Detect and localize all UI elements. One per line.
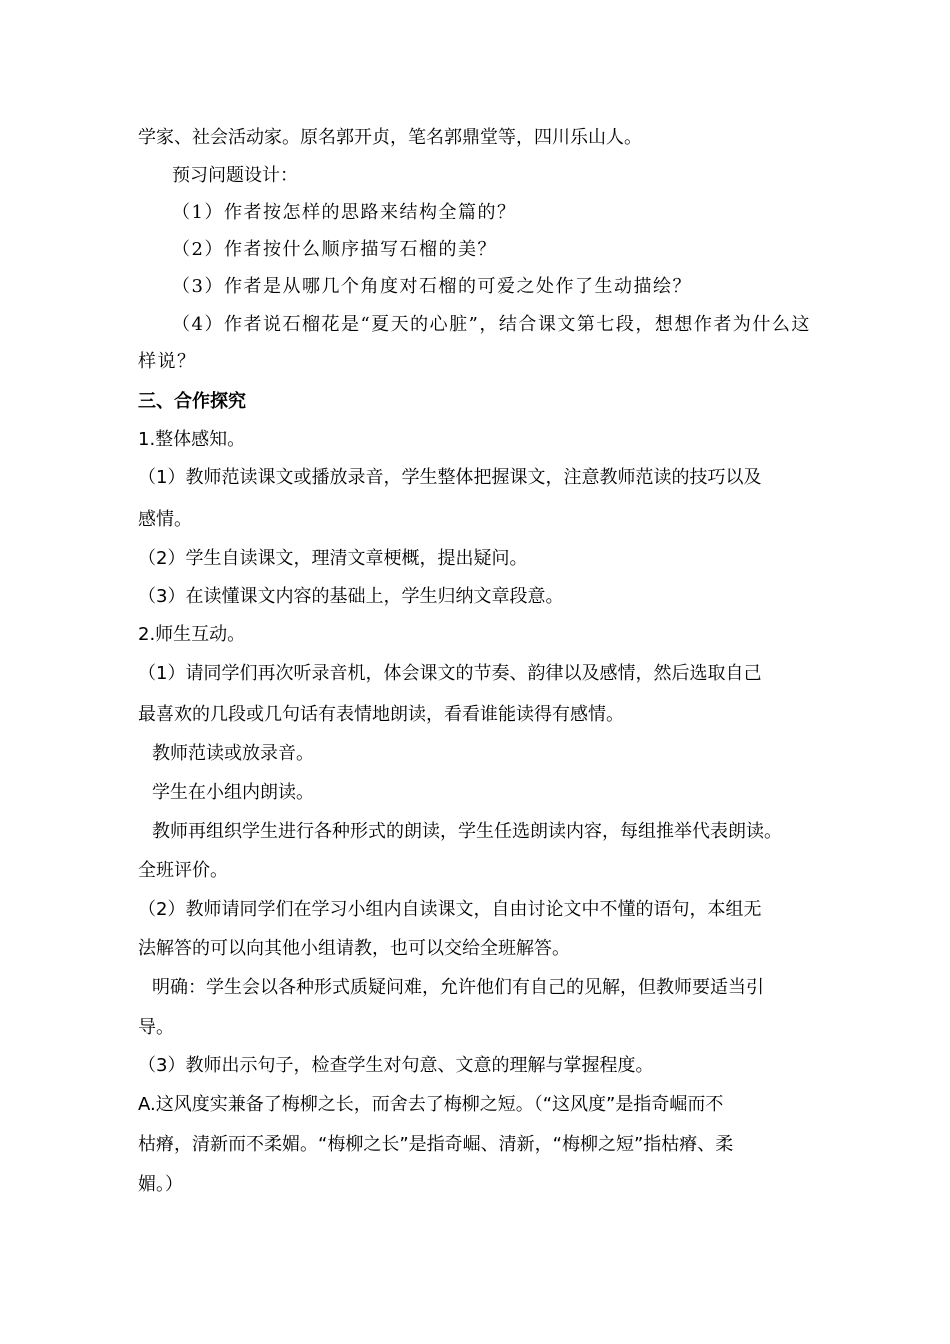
paragraph-sentence-a-cont: 枯瘠，清新而不柔媚。“梅柳之长”是指奇崛、清新，“梅柳之短”指枯瘠、柔 [138,1134,734,1155]
preview-question-4: （4）作者说石榴花是“夏天的心脏”，结合课文第七段，想想作者为什么这 [172,314,811,335]
preview-question-2: （2）作者按什么顺序描写石榴的美？ [172,239,497,260]
preview-question-4-cont: 样说？ [138,351,197,372]
paragraph-perception-1: （1）教师范读课文或播放录音，学生整体把握课文，注意教师范读的技巧以及 [138,467,762,488]
paragraph-clarification: 明确：学生会以各种形式质疑问难，允许他们有自己的见解，但教师要适当引 [152,977,764,998]
paragraph-perception-3: （3）在读懂课文内容的基础上，学生归纳文章段意。 [138,586,564,607]
subheading-overall-perception: 1.整体感知。 [138,429,246,450]
paragraph-interaction-2: （2）教师请同学们在学习小组内自读课文，自由讨论文中不懂的语句，本组无 [138,899,762,920]
paragraph-organize-reading: 教师再组织学生进行各种形式的朗读，学生任选朗读内容，每组推举代表朗读。 [152,821,782,842]
subheading-teacher-student-interaction: 2.师生互动。 [138,624,246,645]
paragraph-perception-2: （2）学生自读课文，理清文章梗概，提出疑问。 [138,548,528,569]
paragraph-teacher-reads: 教师范读或放录音。 [152,743,314,764]
paragraph-clarification-cont: 导。 [138,1017,174,1038]
paragraph-interaction-3: （3）教师出示句子，检查学生对句意、文意的理解与掌握程度。 [138,1055,654,1076]
paragraph-interaction-1-cont: 最喜欢的几段或几句话有表情地朗读，看看谁能读得有感情。 [138,704,624,725]
preview-question-3: （3）作者是从哪几个角度对石榴的可爱之处作了生动描绘？ [172,276,692,297]
paragraph-organize-reading-cont: 全班评价。 [138,860,228,881]
paragraph-author-intro: 学家、社会活动家。原名郭开贞，笔名郭鼎堂等，四川乐山人。 [138,127,642,148]
preview-questions-heading: 预习问题设计： [172,165,298,186]
preview-question-1: （1）作者按怎样的思路来结构全篇的？ [172,202,517,223]
paragraph-sentence-a: A.这风度实兼备了梅柳之长，而舍去了梅柳之短。（“这风度”是指奇崛而不 [138,1094,724,1115]
section-heading-cooperative-inquiry: 三、合作探究 [138,391,246,412]
paragraph-interaction-2-cont: 法解答的可以向其他小组请教，也可以交给全班解答。 [138,938,570,959]
paragraph-students-read: 学生在小组内朗读。 [152,782,314,803]
paragraph-interaction-1: （1）请同学们再次听录音机，体会课文的节奏、韵律以及感情，然后选取自己 [138,663,762,684]
paragraph-sentence-a-end: 媚。） [138,1174,183,1195]
paragraph-perception-1-cont: 感情。 [138,509,192,530]
